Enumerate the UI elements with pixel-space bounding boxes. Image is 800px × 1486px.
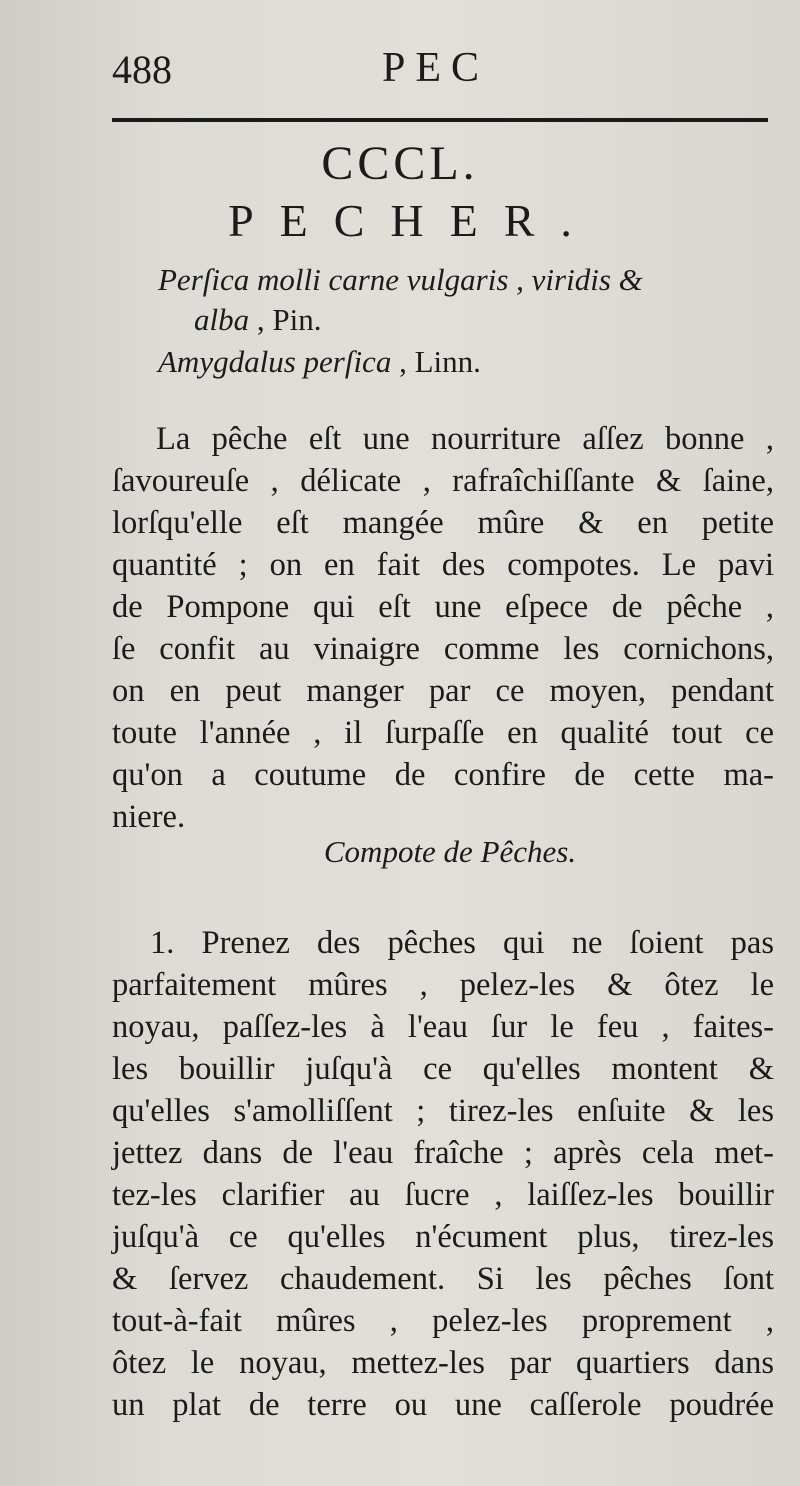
text-line: ôtez le noyau, mettez-les par quartiers dans: [112, 1345, 774, 1381]
synonym-pinax: [158, 260, 788, 340]
header-rule: [112, 118, 768, 122]
text-line: parfaitement mûres , pelez-les & ôtez le: [112, 967, 774, 1003]
running-head-word: PEC: [382, 45, 490, 91]
recipe-heading: Compote de Pêches.: [323, 834, 577, 869]
text-line: les bouillir juſqu'à ce qu'elles montent &: [112, 1051, 774, 1087]
text-line: niere.: [112, 799, 186, 835]
synonym-latin-name-end: alba: [194, 302, 250, 337]
synonym-author: , Pin.: [249, 302, 322, 337]
text-line: quantité ; on en fait des compotes. Le pavi: [112, 547, 774, 583]
running-head: [112, 40, 772, 100]
text-line: jettez dans de l'eau fraîche ; après cela met-: [112, 1135, 774, 1171]
entry-title: PECHER.: [228, 195, 598, 246]
synonym-linnaean-author: , Linn.: [391, 344, 481, 379]
text-line: qu'on a coutume de confire de cette ma-: [112, 757, 774, 793]
text-line: toute l'année , il ſurpaſſe en qualité tout ce: [112, 715, 774, 751]
text-line: tout-à-fait mûres , pelez-les proprement ,: [112, 1303, 774, 1339]
text-line: ſe confit au vinaigre comme les cornichons,: [112, 631, 774, 667]
text-line: un plat de terre ou une caſſerole poudrée: [112, 1387, 774, 1423]
paragraph-description: [112, 418, 774, 838]
synonym-latin-name: Perſica molli carne vulgaris: [158, 262, 509, 297]
text-line: noyau, paſſez-les à l'eau ſur le feu , faites-: [112, 1009, 774, 1045]
text-line: lorſqu'elle eſt mangée mûre & en petite: [112, 505, 774, 541]
synonym-linnaeus: [158, 342, 758, 382]
synonym-latin-name-cont: viridis &: [523, 262, 643, 297]
page-number: 488: [112, 47, 172, 92]
text-line: tez-les clarifier au ſucre , laiſſez-les bouillir: [112, 1177, 774, 1213]
text-line: juſqu'à ce qu'elles n'écument plus, tirez-les: [112, 1219, 774, 1255]
text-line: ſavoureuſe , délicate , rafraîchiſſante & ſaine,: [112, 463, 774, 499]
paragraph-recipe: [112, 922, 774, 1426]
section-number: CCCL.: [321, 137, 479, 190]
synonym-linnaean-name: Amygdalus perſica: [158, 344, 392, 379]
text-line: 1. Prenez des pêches qui ne ſoient pas: [150, 925, 774, 961]
text-line: qu'elles s'amolliſſent ; tirez-les enſuite & les: [112, 1093, 774, 1129]
text-line: La pêche eſt une nourriture aſſez bonne ,: [156, 421, 774, 457]
synonym-separator: ,: [508, 262, 524, 297]
text-line: & ſervez chaudement. Si les pêches ſont: [112, 1261, 774, 1297]
text-line: de Pompone qui eſt une eſpece de pêche ,: [112, 589, 774, 625]
text-line: on en peut manger par ce moyen, pendant: [112, 673, 774, 709]
